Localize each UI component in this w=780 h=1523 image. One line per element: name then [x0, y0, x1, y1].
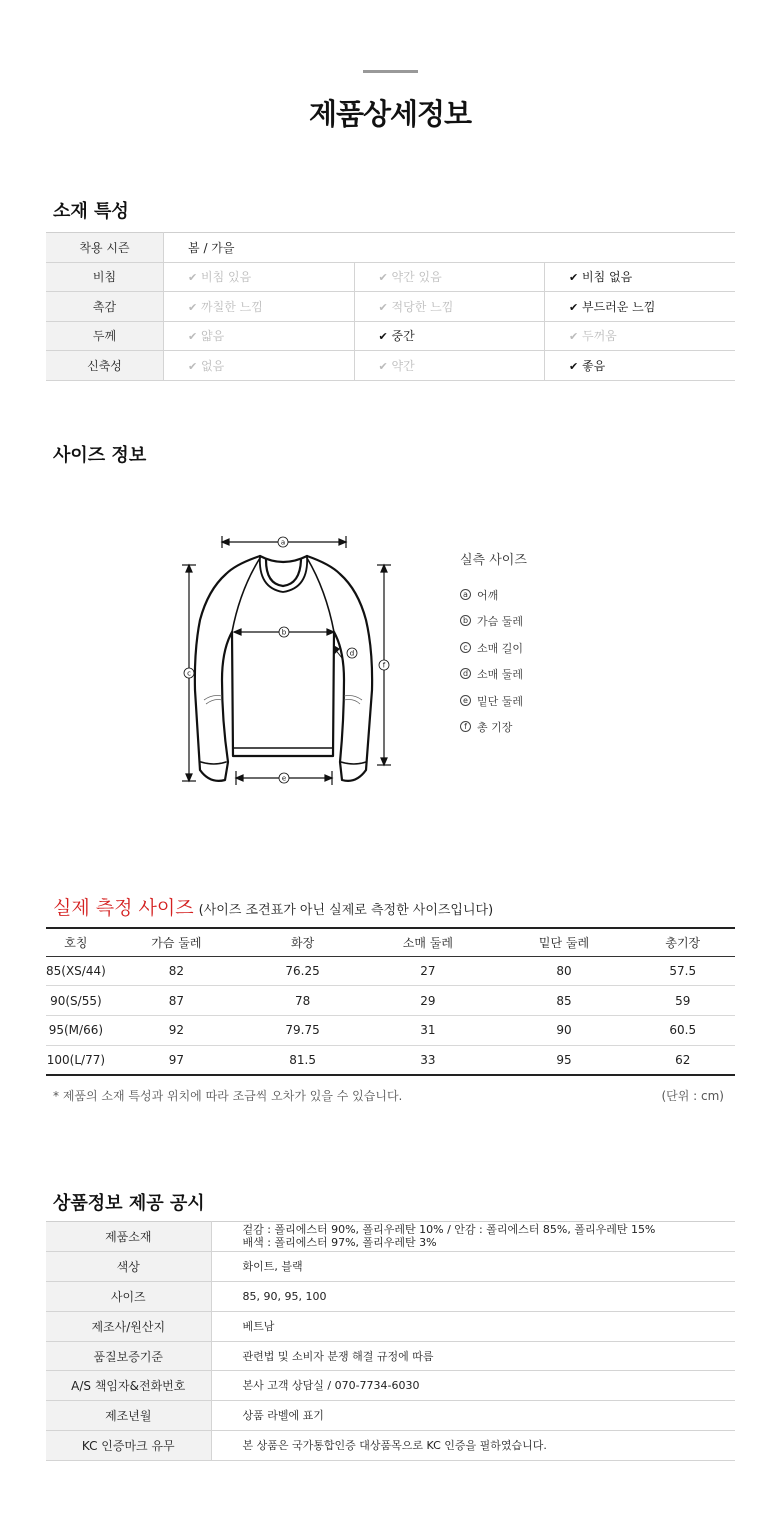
notice-value — [211, 1222, 735, 1252]
material-option-label: 적당한 느낌 — [391, 299, 454, 314]
legend-mark: f — [460, 721, 471, 732]
list-item — [460, 693, 523, 719]
table-row — [46, 233, 735, 263]
table-row — [46, 262, 735, 292]
material-option — [545, 262, 736, 292]
table-cell: 29 — [358, 986, 497, 1016]
material-option — [164, 292, 354, 322]
material-row-label: 신축성 — [46, 351, 164, 381]
table-cell: 81.5 — [289, 1052, 316, 1067]
table-cell: 79.75 — [247, 1015, 358, 1045]
diagram-mark-e: e — [281, 774, 287, 783]
legend-mark: d — [460, 668, 471, 679]
material-section-title: 소재 특성 — [53, 201, 129, 222]
legend-label: 가슴 둘레 — [477, 615, 524, 629]
notice-value — [211, 1251, 735, 1281]
table-row — [46, 1401, 735, 1431]
table-row — [46, 321, 735, 351]
measure-subtitle: (사이즈 조견표가 아닌 실제로 측정한 사이즈입니다) — [198, 903, 494, 918]
material-option — [354, 321, 544, 351]
diagram-mark-c: c — [187, 669, 191, 678]
notice-label: 제조사/원산지 — [46, 1311, 211, 1341]
material-option — [354, 292, 544, 322]
sweatshirt-diagram — [170, 530, 405, 790]
material-option — [164, 351, 354, 381]
table-cell: 80 — [497, 956, 630, 986]
table-cell: 85(XS/44) — [46, 956, 106, 986]
table-cell: 95 — [556, 1052, 572, 1067]
legend-label: 밑단 둘레 — [477, 694, 524, 708]
table-row — [46, 1281, 735, 1311]
notice-value-line: 상품 라벨에 표기 — [242, 1409, 324, 1423]
notice-value — [211, 1341, 735, 1371]
notice-value — [211, 1311, 735, 1341]
table-row — [46, 1251, 735, 1281]
table-cell: 87 — [106, 986, 247, 1016]
check-icon: ✔ — [188, 330, 198, 344]
diagram-mark-a: a — [280, 538, 286, 547]
column-header: 소매 둘레 — [358, 928, 497, 956]
column-header: 호칭 — [46, 928, 106, 956]
material-option-label: 두꺼움 — [582, 329, 617, 344]
notice-label: KC 인증마크 유무 — [46, 1431, 211, 1461]
measure-note: * 제품의 소재 특성과 위치에 따라 조금씩 오차가 있을 수 있습니다. — [53, 1089, 403, 1103]
list-item — [460, 666, 523, 692]
notice-section-title: 상품정보 제공 공시 — [53, 1193, 205, 1214]
legend-mark: a — [460, 589, 471, 600]
table-cell: 95(M/66) — [46, 1015, 106, 1045]
material-option-label: 비침 없음 — [582, 270, 633, 285]
material-option-label: 좋음 — [582, 358, 606, 373]
table-cell: 97 — [168, 1052, 184, 1067]
legend-mark: e — [460, 695, 471, 706]
list-item — [460, 640, 523, 666]
table-cell: 85 — [497, 986, 630, 1016]
list-item — [460, 719, 523, 745]
column-header: 가슴 둘레 — [106, 928, 247, 956]
table-cell: 62 — [675, 1052, 691, 1067]
table-row — [46, 1045, 735, 1075]
legend-label: 소매 둘레 — [477, 668, 524, 682]
notice-label: 사이즈 — [46, 1281, 211, 1311]
material-option — [164, 262, 354, 292]
notice-value — [211, 1371, 735, 1401]
notice-label: A/S 책임자&전화번호 — [46, 1371, 211, 1401]
diagram-mark-f: f — [382, 661, 386, 670]
size-table — [46, 927, 735, 1076]
notice-value-line: 베트남 — [242, 1319, 275, 1333]
check-icon: ✔ — [378, 300, 388, 314]
table-cell: 90(S/55) — [46, 986, 106, 1016]
check-icon: ✔ — [569, 359, 579, 373]
legend-label: 총 기장 — [477, 720, 513, 734]
column-header: 총기장 — [631, 928, 735, 956]
material-row-label: 촉감 — [46, 292, 164, 322]
material-option-label: 약간 — [391, 358, 415, 373]
notice-value-line: 본 상품은 국가통합인증 대상품목으로 KC 인증을 필하였습니다. — [242, 1439, 547, 1453]
table-row — [46, 1311, 735, 1341]
notice-label: 제조년월 — [46, 1401, 211, 1431]
table-cell: 92 — [106, 1015, 247, 1045]
material-option-label: 없음 — [201, 358, 225, 373]
table-row — [46, 1371, 735, 1401]
material-option — [164, 321, 354, 351]
legend-mark: b — [460, 615, 471, 626]
material-option — [354, 351, 544, 381]
column-header: 화장 — [247, 928, 358, 956]
table-row — [46, 986, 735, 1016]
notice-table — [46, 1221, 735, 1461]
table-row — [46, 956, 735, 986]
material-option-label: 부드러운 느낌 — [582, 299, 656, 314]
material-row-label: 두께 — [46, 321, 164, 351]
measure-title: 실제 측정 사이즈 — [53, 897, 194, 919]
diagram-mark-d: d — [349, 649, 355, 658]
material-option — [354, 262, 544, 292]
legend-label: 어깨 — [477, 589, 499, 602]
table-cell: 100(L/77) — [46, 1052, 106, 1067]
material-option — [545, 321, 736, 351]
notice-label: 색상 — [46, 1251, 211, 1281]
season-label: 착용 시즌 — [46, 233, 164, 263]
table-row — [46, 1341, 735, 1371]
table-row — [46, 351, 735, 381]
diagram-mark-b: b — [281, 628, 287, 637]
legend-label: 소매 길이 — [477, 641, 524, 655]
material-option-label: 비침 있음 — [201, 270, 252, 285]
check-icon: ✔ — [188, 359, 198, 373]
notice-value — [211, 1401, 735, 1431]
check-icon: ✔ — [569, 271, 579, 285]
list-item — [460, 613, 523, 639]
material-option-label: 얇음 — [201, 329, 225, 344]
table-cell: 33 — [420, 1052, 436, 1067]
check-icon: ✔ — [378, 330, 388, 344]
legend-title: 실측 사이즈 — [460, 553, 527, 568]
notice-value — [211, 1431, 735, 1461]
check-icon: ✔ — [569, 330, 579, 344]
table-cell: 82 — [106, 956, 247, 986]
material-option — [545, 351, 736, 381]
notice-value-line: 관련법 및 소비자 분쟁 해결 규정에 따름 — [242, 1349, 434, 1363]
check-icon: ✔ — [569, 300, 579, 314]
material-row-label: 비침 — [46, 262, 164, 292]
check-icon: ✔ — [188, 300, 198, 314]
material-table — [46, 232, 735, 381]
measure-heading — [53, 893, 493, 920]
check-icon: ✔ — [188, 271, 198, 285]
measure-unit: (단위 : cm) — [661, 1089, 724, 1103]
size-section-title: 사이즈 정보 — [53, 445, 147, 466]
check-icon: ✔ — [378, 359, 388, 373]
notice-label: 제품소재 — [46, 1222, 211, 1252]
material-option-label: 까칠한 느낌 — [201, 299, 263, 314]
table-cell: 27 — [358, 956, 497, 986]
table-row — [46, 1431, 735, 1461]
table-row — [46, 292, 735, 322]
material-option-label: 약간 있음 — [391, 270, 442, 285]
notice-value-line: 겉감 : 폴리에스터 90%, 폴리우레탄 10% / 안감 : 폴리에스터 85%, 폴리우레탄 15% — [242, 1223, 656, 1237]
page-title: 제품상세정보 — [308, 97, 472, 131]
legend-mark: c — [460, 642, 471, 653]
table-row — [46, 1015, 735, 1045]
notice-value-line: 본사 고객 상담실 / 070-7734-6030 — [242, 1379, 420, 1393]
table-cell: 57.5 — [631, 956, 735, 986]
title-divider — [363, 70, 418, 73]
table-cell: 59 — [631, 986, 735, 1016]
table-cell: 76.25 — [247, 956, 358, 986]
material-option-label: 중간 — [391, 329, 415, 344]
table-cell: 31 — [358, 1015, 497, 1045]
notice-label: 품질보증기준 — [46, 1341, 211, 1371]
notice-value-line: 배색 : 폴리에스터 97%, 폴리우레탄 3% — [242, 1236, 437, 1250]
material-option — [545, 292, 736, 322]
table-cell: 90 — [497, 1015, 630, 1045]
size-legend — [460, 587, 523, 745]
table-row — [46, 1222, 735, 1252]
season-value: 봄 / 가을 — [164, 233, 735, 263]
table-cell: 78 — [247, 986, 358, 1016]
check-icon: ✔ — [378, 271, 388, 285]
notice-value-line: 화이트, 블랙 — [242, 1259, 303, 1273]
notice-value — [211, 1281, 735, 1311]
column-header: 밑단 둘레 — [497, 928, 630, 956]
table-cell: 60.5 — [631, 1015, 735, 1045]
notice-value-line: 85, 90, 95, 100 — [242, 1289, 327, 1303]
list-item — [460, 587, 523, 613]
